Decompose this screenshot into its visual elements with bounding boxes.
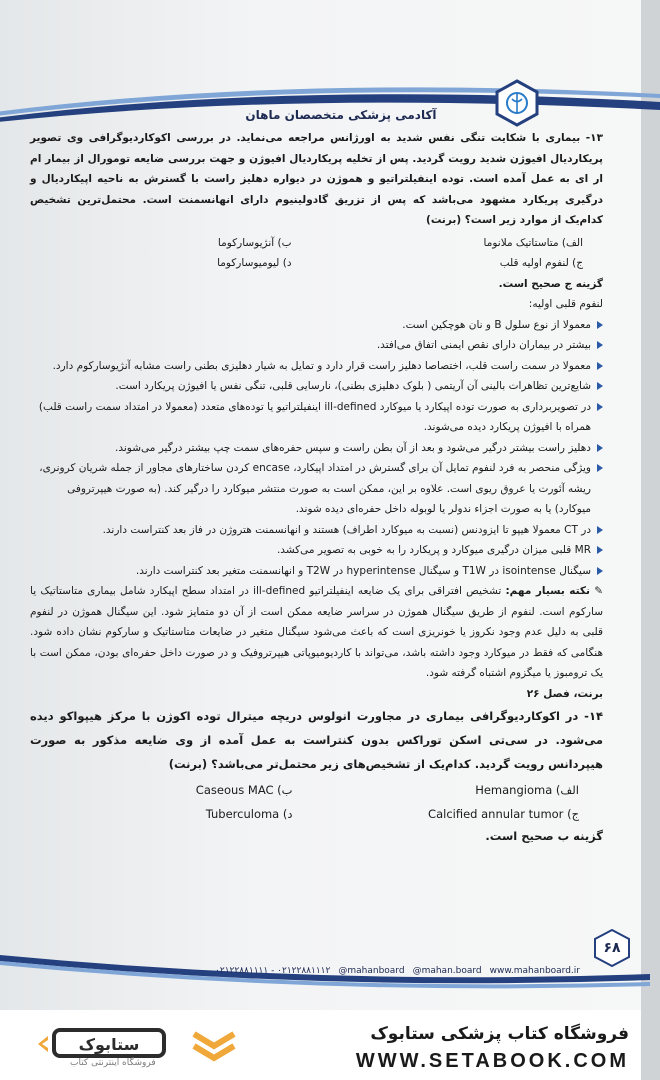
question-13: ۱۳- بیماری با شکایت تنگی نفس شدید به اورژانس مراجعه می‌نماید. در بررسی اکوکاردیوگرافی وی تصویر پریکاردیال افیوژن شدید رویت گردید. پس از تخلیه پریکاردیال افیوژن و جهت بررسی ضایعه تومورال از بیمار ام ار ای به عمل آمده است. توده اینفیلتراتیو و هموژن در دیواره دهلیز راست با گسترش به ناحیه اپیکاردیال و درگیری پریکارد مشهود می‌باشد که پس از تزریق گادولینیوم دارای انهانسمنت است. محتمل‌ترین تشخیص کدام‌یک از موارد زیر است؟ (برنت) bbox=[30, 132, 603, 226]
note-icon: ✎ bbox=[594, 585, 603, 597]
list-item: در تصویربرداری به صورت توده اپیکارد یا میوکارد ill-defined اینفیلتراتیو یا توده‌های متعدد (معمولا در امتداد سمت راست قلب) همراه با افیوژن پریکارد دیده می‌شوند. bbox=[30, 397, 603, 438]
banner-logo-subtitle: فروشگاه اینترنتی کتاب bbox=[70, 1058, 156, 1068]
store-banner bbox=[0, 1010, 641, 1080]
mahan-logo bbox=[495, 80, 539, 126]
important-note bbox=[30, 581, 603, 684]
option: الف) Hemangioma bbox=[475, 783, 579, 797]
answer-13: گزینه ج صحیح است. bbox=[498, 277, 603, 290]
answer-14: گزینه ب صحیح است. bbox=[485, 829, 603, 843]
list-item: در CT معمولا هیپو تا ایزودنس (نسبت به میوکارد اطراف) هستند و انهانسمنت هتروژن در فاز بعد کنتراست دارند. bbox=[30, 520, 603, 541]
list-item: ویژگی منحصر به فرد لنفوم تمایل آن برای گسترش در امتداد اپیکارد، encase کردن ساختارهای مجاور از جمله شریان کرونری، ریشه آئورت یا عروق ریوی است. علاوه بر این، ممکن است به صورت منتشر میوکارد را درگیر کند. (به صورت هیپرتروفی میوکارد) یا به صورت اجزاء ندولر یا لوبوله داخل حفره‌ای دیده شوند. bbox=[30, 458, 603, 520]
option: ج) لنفوم اولیه قلب bbox=[499, 257, 583, 269]
note-label: نکته بسیار مهم: bbox=[505, 585, 590, 597]
banner-url[interactable]: WWW.SETABOOK.COM bbox=[355, 1050, 629, 1072]
question-14-options bbox=[30, 778, 603, 826]
answer-subtitle: لنفوم قلبی اولیه: bbox=[528, 298, 603, 310]
list-item: معمولا در سمت راست قلب، اختصاصا دهلیز راست قرار دارد و تمایل به شیار دهلیزی بطنی راست مشابه آنژیوسارکوم دارد. bbox=[30, 356, 603, 377]
page-number-text: ۶۸ bbox=[603, 940, 621, 956]
list-item: بیشتر در بیماران دارای نقص ایمنی اتفاق می‌افتد. bbox=[30, 335, 603, 356]
banner-shop-name: فروشگاه کتاب پزشکی ستابوک bbox=[370, 1024, 629, 1044]
note-text: تشخیص افتراقی برای یک ضایعه اینفیلتراتیو ill-defined در امتداد سطح اپیکارد شامل بیماری متاستاتیک یا سارکوم است. لنفوم از طریق سیگنال هموژن در سراسر ضایعه ممکن است از آن دو متمایز شود. این سیگنال هموژن در لنفوم قلبی به دلیل عدم وجود نکروز یا خونریزی است که باعث می‌شود سیگنال متغیر در ضایعات متاستاتیک و سارکوم نشان داده شود. هنگامی که فقط در میوکارد وجود داشته باشد، می‌تواند با کاردیومیوپاتی هیپرتروفیک و در صورت داخل حفره‌ای بودن، ممکن است با یک ترومبوز یا میگزوم اشتباه گرفته شود. bbox=[30, 585, 603, 679]
list-item: شایع‌ترین تظاهرات بالینی آن آریتمی ( بلوک دهلیزی بطنی)، نارسایی قلبی، تنگی نفس یا افیوژن پریکارد است. bbox=[30, 376, 603, 397]
page-number bbox=[592, 928, 632, 968]
question-14: ۱۴- در اکوکاردیوگرافی بیماری در مجاورت انولوس دریچه میترال توده اکوژن با مرکز هیپواکو دیده می‌شود. در سی‌تی اسکن توراکس بدون کنتراست به عمل آمده از وی ضایعه مذکور به صورت هیپردانس رویت گردید. کدام‌یک از تشخیص‌های زیر محتمل‌تر می‌باشد؟ (برنت) bbox=[30, 709, 603, 771]
question-13-options bbox=[30, 233, 603, 274]
footer-website: www.mahanboard.ir bbox=[489, 966, 580, 976]
footer-instagram: @mahanboard bbox=[338, 966, 405, 976]
option: الف) متاستاتیک ملانوما bbox=[483, 236, 583, 249]
option: ج) Calcified annular tumor bbox=[428, 807, 579, 821]
list-item: معمولا از نوع سلول B و نان هوچکین است. bbox=[30, 315, 603, 336]
list-item: دهلیز راست بیشتر درگیر می‌شود و بعد از آن بطن راست و سپس حفره‌های سمت چپ بیشتر درگیر می‌شوند. bbox=[30, 438, 603, 459]
option: ب) آنژیوسارکوما bbox=[217, 236, 292, 249]
book-stack-icon bbox=[190, 1024, 238, 1068]
footer-phones: ۰۲۱۲۲۸۸۱۱۱۱ - ۰۲۱۲۲۸۸۱۱۱۲ bbox=[215, 966, 331, 976]
option: د) Tuberculoma bbox=[205, 807, 293, 821]
list-item: سیگنال isointense در T1W و سیگنال hyperintense در T2W و انهانسمنت متغیر بعد کنتراست دارند. bbox=[30, 561, 603, 582]
list-item: MR قلبی میزان درگیری میوکارد و پریکارد را به خوبی به تصویر می‌کشد. bbox=[30, 540, 603, 561]
reference: برنت، فصل ۲۶ bbox=[526, 687, 603, 700]
page-header-title: آکادمی پزشکی متخصصان ماهان bbox=[245, 108, 437, 122]
footer-contacts bbox=[215, 960, 580, 982]
option: د) لیومیوسارکوما bbox=[217, 257, 292, 269]
setabook-logo-text: ستابوک bbox=[78, 1035, 140, 1054]
footer-telegram: @mahan.board bbox=[412, 966, 482, 976]
page-content bbox=[30, 128, 603, 847]
option: ب) Caseous MAC bbox=[195, 783, 293, 797]
lymphoma-points bbox=[30, 315, 603, 582]
